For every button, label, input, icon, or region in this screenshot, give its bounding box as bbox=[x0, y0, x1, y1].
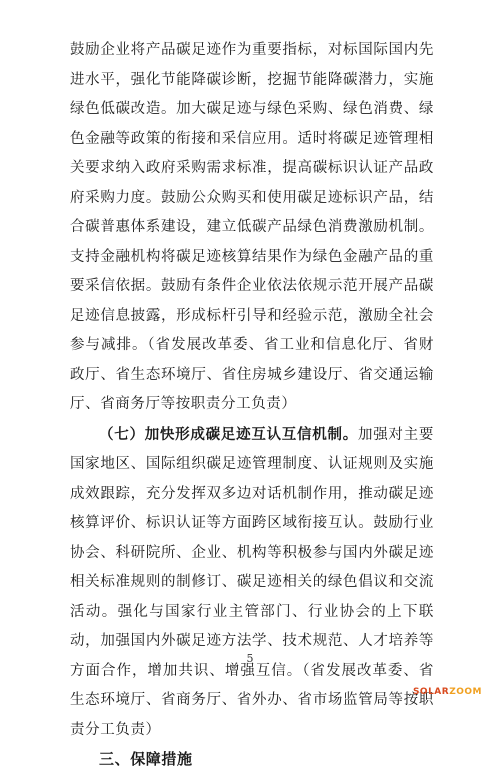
paragraph-consumption-finance: 鼓励企业将产品碳足迹作为重要指标，对标国际国内先进水平，强化节能降碳诊断，挖掘节能降碳潜力，实施绿色低碳改造。加大碳足迹与绿色采购、绿色消费、绿色金融等政策的衔接和采信应用。适时将碳足迹管理相关要求纳入政府采购需求标准，提高碳标识认证产品政府采购力度。鼓励公众购买和使用碳足迹标识产品，结合碳普惠体系建设，建立低碳产品绿色消费激励机制。支持金融机构将碳足迹核算结果作为绿色金融产品的重要采信依据。鼓励有条件企业依法依规示范开展产品碳足迹信息披露，形成标杆引导和经验示范，激励全社会参与减排。（省发展改革委、省工业和信息化厅、省财政厅、省生态环境厅、省住房城乡建设厅、省交通运输厅、省商务厅等按职责分工负责） bbox=[70, 42, 434, 412]
paragraph-body-text: 加强对主要国家地区、国际组织碳足迹管理制度、认证规则及实施成效跟踪，充分发挥双多边对话机制作用，推动碳足迹核算评价、标识认证等方面跨区域衔接互认。鼓励行业协会、科研院所、企业、机构等积极参与国内外碳足迹相关标准规则的制修订、碳足迹相关的绿色倡议和交流活动。强化与国家行业主管部门、行业协会的上下联动，加强国内外碳足迹方法学、技术规范、人才培养等方面合作，增加共识、增强互信。（省发展改革委、省生态环境厅、省商务厅、省外办、省市场监管局等按职责分工负责） bbox=[70, 426, 435, 738]
watermark-part-1: SOLAR bbox=[412, 687, 450, 697]
paragraph-mutual-recognition bbox=[70, 420, 434, 746]
watermark-logo bbox=[413, 687, 482, 697]
paragraph-lead-heading: （七）加快形成碳足迹互认互信机制。 bbox=[99, 425, 358, 443]
page-number: 5 bbox=[246, 652, 254, 665]
watermark-part-2: ZOOM bbox=[449, 687, 482, 697]
section-heading-safeguards: 三、保障措施 bbox=[99, 750, 193, 768]
